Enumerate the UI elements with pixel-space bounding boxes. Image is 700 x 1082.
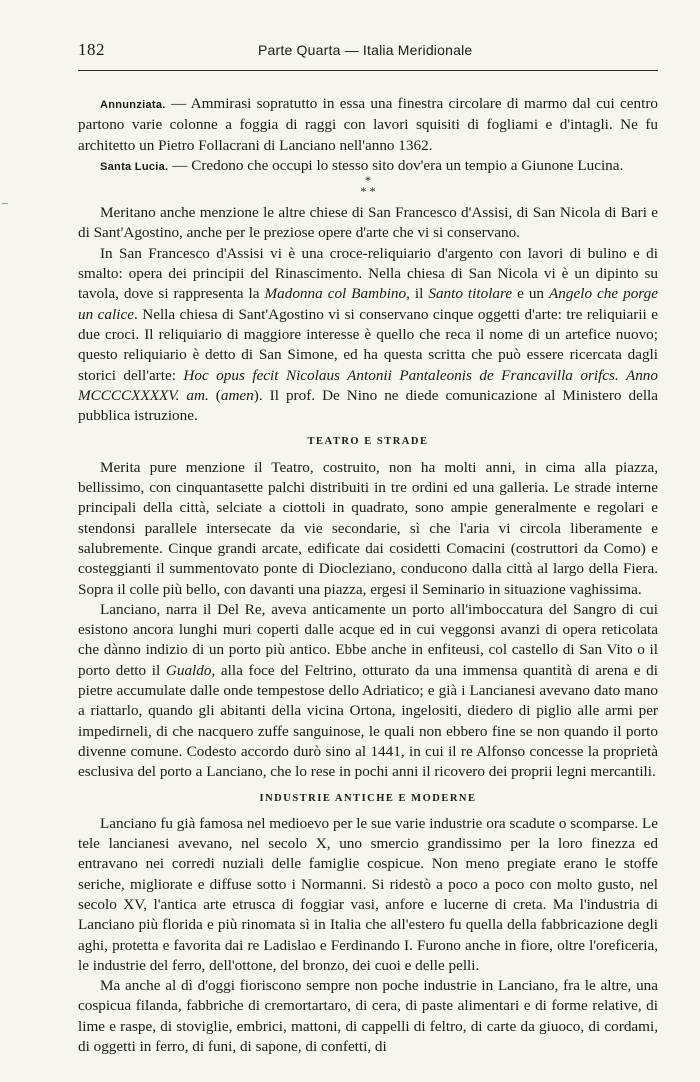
section-heading-industrie: INDUSTRIE ANTICHE E MODERNE xyxy=(259,792,477,804)
italic-run: Madonna col Bambino xyxy=(264,285,407,303)
page-body xyxy=(78,94,658,1057)
paragraph-industrie-moderne: Ma anche al dì d'oggi fioriscono sempre non poche industrie in Lanciano, fra le altre, una cospicua filanda, fabbriche di cremortartaro, di cera, di paste alimentari e di forme relative, di lime e raspe, di stoviglie, embrici, mattoni, di cappelli di feltro, di carte da giuoco, di cordami, di oggetti in ferro, di funi, di sapone, di confetti, di xyxy=(78,977,658,1056)
santa-lucia-text: — Credono che occupi lo stesso sito dov'era un tempio a Giunone Lucina. xyxy=(168,156,624,174)
italic-run: Santo titolare xyxy=(428,285,513,303)
text-run: , il xyxy=(406,285,429,303)
page-number: 182 xyxy=(78,40,105,59)
paragraph-porto xyxy=(78,600,658,783)
running-title: Parte Quarta — Italia Meridionale xyxy=(258,42,473,58)
margin-mark xyxy=(2,203,8,204)
book-page xyxy=(78,40,658,1057)
asterism xyxy=(78,175,658,197)
paragraph-opere-arte xyxy=(78,244,658,427)
text-run: ( xyxy=(208,386,221,404)
text-run: ). Il prof. De Nino ne diede comunicazione al Ministero della pubblica istruzione. xyxy=(78,386,659,425)
italic-run: Gualdo xyxy=(165,661,212,679)
annunziata-text: — Ammirasi sopratutto in essa una finestra circolare di marmo dal cui centro partono varie colonne a foggia di raggi con lavori squisiti di fogliami e d'intagli. Ne fu architetto un Pietro Follacrani di Lanciano nell'anno 1362. xyxy=(78,95,658,154)
santa-lucia-lead: Santa Lucia. xyxy=(100,160,169,173)
italic-run: Hoc opus fecit Nicolaus Antonii Pantaleonis de Francavilla orifcs. Anno MCCCCXXXXV. am. xyxy=(78,366,658,404)
annunziata-lead: Annunziata. xyxy=(100,99,166,111)
text-run: , alla foce del Feltrino, otturato da una immensa quantità di arena e di pietre accumulate dalle onde tempestose dello Adriatico; e già i Lancianesi avevano dato mano a riattarlo, quando gli abitanti della vicina Ortona, ingelositi, diedero di piglio alle armi per impedirneli, di che nacquero zuffe sanguinose, le quali non ebbero fine se non quando il porto divenne comune. Codesto accordo durò sino al 1441, in cui il re Alfonso concesse la proprietà esclusiva del porto a Lanciano, che lo rese in pochi anni il ricovero dei proprii legni mercantili. xyxy=(78,661,658,781)
text-run: . Nella chiesa di Sant'Agostino vi si conservano cinque oggetti d'arte: tre reliquiarii e due croci. Il reliquiario di maggiore interesse è quello che reca il nome di un artefice nuovo; questo reliquiario è detto di San Simone, ed ha questa scritta che può essere ricercata dagli storici dell'arte: xyxy=(78,305,659,384)
asterism-bottom: * * xyxy=(360,184,376,199)
paragraph-industrie-antiche: Lanciano fu già famosa nel medioevo per le sue varie industrie ora scadute o scomparse. Le tele lancianesi avevano, nel secolo X, uno smercio grandissimo per la loro finezza ed entravano nei corredi nuziali delle famiglie cospicue. Non meno pregiate erano le stoffe seriche, migliorate e diffuse sotto i Normanni. Si ridestò a poco a poco con molto gusto, nel secolo XV, l'antica arte etrusca di foggiar vasi, anfore e lucerne di creta. Ma l'industria di Lanciano più florida e più rinomata sì in Italia che all'estero fu quella della fabbricazione degli aghi, protetta e favorita dai re Ladislao e Ferdinando I. Furono anche in fiore, oltre l'oreficeria, le industrie del ferro, dell'ottone, del bronzo, dei cuoi e delle pelli. xyxy=(78,814,658,974)
italic-run: Angelo che porge un calice xyxy=(78,285,658,323)
paragraph-teatro: Merita pure menzione il Teatro, costruito, non ha molti anni, in cima alla piazza, bellissimo, con cinquantasette palchi distribuiti in tre ordini ed una galleria. Le strade interne principali della città, selciate a ciottoli in quadrato, sono ampie generalmente e regolari e stendonsi parallele intersecate da vie secondarie, sì che l'aria vi circola liberamente e salubremente. Cinque grandi arcate, edificate dai cosidetti Comacini (costruttori da Como) e costeggianti il summentovato ponte di Diocleziano, conducono dalla città al largo della Fiera. Sopra il colle più bello, con davanti una piazza, ergesi il Seminario in situazione vaghissima. xyxy=(78,458,658,598)
text-run: e un xyxy=(512,285,550,303)
paragraph-chiese: Meritano anche menzione le altre chiese di San Francesco d'Assisi, di San Nicola di Bari e di Sant'Agostino, anche per le preziose opere d'arte che vi si conservano. xyxy=(78,204,658,242)
page-header xyxy=(78,40,658,71)
paragraph-annunziata xyxy=(78,94,658,156)
italic-run: amen xyxy=(220,386,254,404)
asterism-top: * xyxy=(365,173,371,188)
text-run: Lanciano, narra il Del Re, aveva anticamente un porto all'imboccatura del Sangro di cui esistono ancora lunghi muri coperti dalle acque ed in cui veggonsi avanzi di opera reticolata che dànno indizio di un porto più antico. Ebbe anche in enfiteusi, col castello di San Vito o il porto detto il xyxy=(78,600,658,679)
text-run: In San Francesco d'Assisi vi è una croce-reliquiario d'argento con lavori di bulino e di smalto: opera dei principii del Rinascimento. Nella chiesa di San Nicola vi è un dipinto su tavola, dove si rappresenta la xyxy=(78,244,658,303)
section-heading-teatro: TEATRO E STRADE xyxy=(307,436,429,448)
